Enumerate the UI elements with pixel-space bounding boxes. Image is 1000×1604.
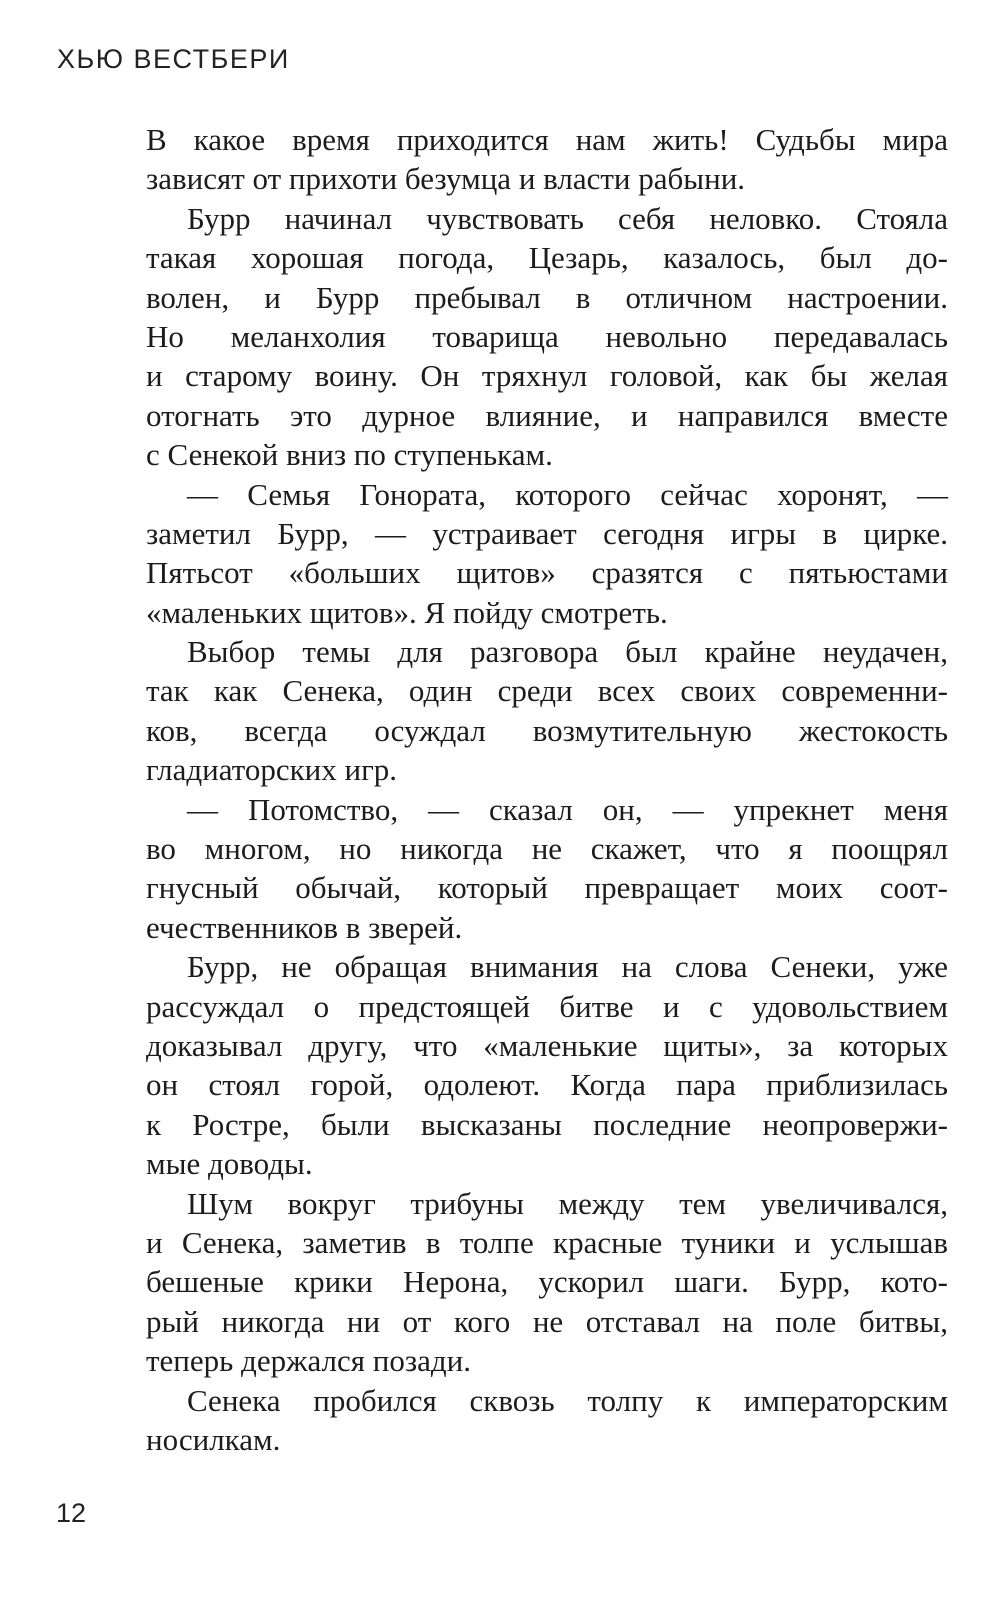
text-line: и Сенека, заметив в толпе красные туники и услышав [146, 1224, 948, 1260]
text-line: Пятьсот «больших щитов» сразятся с пятьюстами [146, 555, 948, 591]
text-line: зависят от прихоти безумца и власти рабыни. [146, 161, 746, 197]
page-number: 12 [56, 1498, 87, 1528]
text-line: во многом, но никогда не скажет, что я поощрял [146, 831, 948, 867]
text-line: Бурр, не обращая внимания на слова Сенеки, уже [187, 949, 948, 985]
text-line: доказывал другу, что «маленькие щиты», за которых [146, 1027, 948, 1063]
text-line: с Сенекой вниз по ступенькам. [146, 437, 553, 473]
text-line: такая хорошая погода, Цезарь, казалось, был до- [146, 240, 948, 276]
text-line: — Семья Гонората, которого сейчас хоронят, — [187, 476, 948, 512]
text-line: гладиаторских игр. [146, 752, 398, 788]
text-line: бешеные крики Нерона, ускорил шаги. Бурр, кото- [146, 1264, 948, 1300]
text-line: теперь держался позади. [146, 1343, 471, 1379]
text-line: он стоял горой, одолеют. Когда пара приблизилась [146, 1067, 948, 1103]
text-line: отогнать это дурное влияние, и направился вместе [146, 397, 948, 433]
text-line: рый никогда ни от кого не отставал на поле битвы, [146, 1303, 948, 1339]
text-line: «маленьких щитов». Я пойду смотреть. [146, 594, 668, 630]
text-line: Шум вокруг трибуны между тем увеличивался, [187, 1185, 948, 1221]
text-line: ечественников в зверей. [146, 909, 463, 945]
text-line: носилкам. [146, 1421, 281, 1457]
text-line: Бурр начинал чувствовать себя неловко. Стояла [187, 200, 948, 236]
text-line: гнусный обычай, который превращает моих соот- [146, 870, 948, 906]
body-text [146, 120, 948, 1459]
text-line: ков, всегда осуждал возмутительную жестокость [146, 712, 948, 748]
text-line: Но меланхолия товарища невольно передавалась [146, 318, 948, 354]
text-line: волен, и Бурр пребывал в отличном настроении. [146, 279, 948, 315]
text-line: Сенека пробился сквозь толпу к императорским [187, 1382, 948, 1418]
text-line: мые доводы. [146, 1146, 313, 1182]
text-line: и старому воину. Он тряхнул головой, как бы желая [146, 358, 948, 394]
running-head-author: ХЬЮ ВЕСТБЕРИ [57, 44, 290, 74]
text-line: — Потомство, — сказал он, — упрекнет меня [187, 791, 948, 827]
text-line: Выбор темы для разговора был крайне неудачен, [187, 634, 948, 670]
text-line: рассуждал о предстоящей битве и с удовольствием [146, 988, 948, 1024]
text-line: так как Сенека, один среди всех своих современни- [146, 673, 948, 709]
text-line: В какое время приходится нам жить! Судьбы мира [146, 122, 948, 157]
text-line: заметил Бурр, — устраивает сегодня игры в цирке. [146, 515, 948, 551]
text-line: к Ростре, были высказаны последние неопровержи- [146, 1106, 948, 1142]
